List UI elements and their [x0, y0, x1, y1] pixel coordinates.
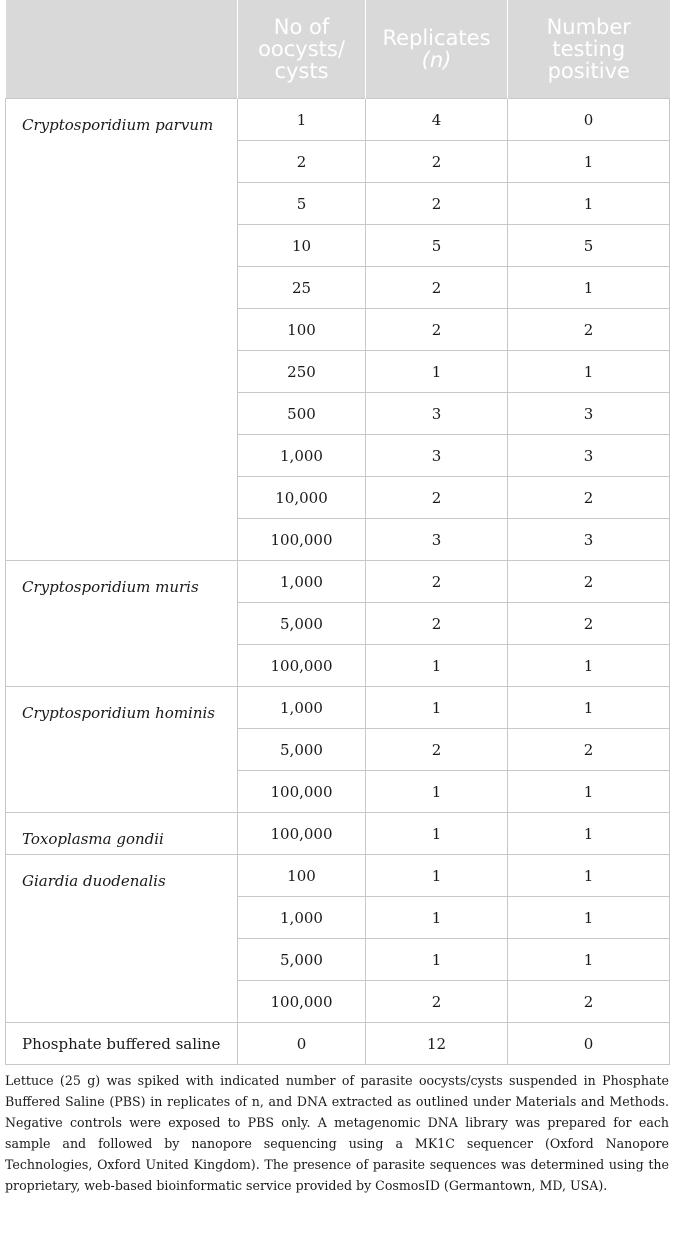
oocyst-count-cell: 100,000 [238, 771, 366, 813]
oocyst-count-cell: 1,000 [238, 687, 366, 729]
header-replicates [366, 0, 508, 99]
table-row [6, 687, 670, 729]
species-name-cell: Cryptosporidium muris [6, 561, 238, 687]
table-row [6, 813, 670, 855]
replicates-cell: 1 [366, 855, 508, 897]
header-number-of-oocysts [238, 0, 366, 99]
positive-count-cell: 1 [508, 141, 670, 183]
replicates-cell: 3 [366, 519, 508, 561]
header-line: (n) [421, 48, 452, 72]
positive-count-cell: 0 [508, 99, 670, 141]
header-species [6, 0, 238, 99]
positive-count-cell: 1 [508, 351, 670, 393]
header-line: testing [552, 37, 626, 61]
oocyst-count-cell: 10 [238, 225, 366, 267]
replicates-cell: 2 [366, 477, 508, 519]
positive-count-cell: 2 [508, 981, 670, 1023]
replicates-cell: 1 [366, 351, 508, 393]
oocyst-count-cell: 100,000 [238, 981, 366, 1023]
positive-count-cell: 2 [508, 603, 670, 645]
table-footnote: Lettuce (25 g) was spiked with indicated number of parasite oocysts/cysts suspended in Phosphate Buffered Saline (PBS) in replicates of n, and DNA extracted as outlined under Materials and Methods. Negative controls were exposed to PBS only. A metagenomic DNA library was prepared for each sample and followed by nanopore sequencing using a MK1C sequencer (Oxford Nanopore Technologies, Oxford United Kingdom). The presence of parasite sequences was determined using the proprietary, web-based bioinformatic service provided by CosmosID (Germantown, MD, USA). [5, 1073, 669, 1193]
table-body [6, 99, 670, 1065]
species-name-cell: Giardia duodenalis [6, 855, 238, 1023]
replicates-cell: 4 [366, 99, 508, 141]
replicates-cell: 5 [366, 225, 508, 267]
oocyst-count-cell: 25 [238, 267, 366, 309]
oocyst-count-cell: 1,000 [238, 561, 366, 603]
table-row [6, 99, 670, 141]
oocyst-count-cell: 1 [238, 99, 366, 141]
positive-count-cell: 1 [508, 813, 670, 855]
results-table [5, 0, 670, 1065]
replicates-cell: 2 [366, 603, 508, 645]
oocyst-count-cell: 5 [238, 183, 366, 225]
species-name-cell: Cryptosporidium hominis [6, 687, 238, 813]
replicates-cell: 3 [366, 435, 508, 477]
oocyst-count-cell: 1,000 [238, 897, 366, 939]
replicates-cell: 1 [366, 897, 508, 939]
header-number-testing-positive [508, 0, 670, 99]
positive-count-cell: 2 [508, 561, 670, 603]
header-line: cysts [274, 59, 329, 83]
replicates-cell: 2 [366, 183, 508, 225]
positive-count-cell: 3 [508, 519, 670, 561]
oocyst-count-cell: 5,000 [238, 939, 366, 981]
header-line: oocysts/ [258, 37, 345, 61]
document [5, 0, 669, 1196]
header-line: positive [547, 59, 630, 83]
replicates-cell: 1 [366, 813, 508, 855]
positive-count-cell: 1 [508, 855, 670, 897]
positive-count-cell: 2 [508, 309, 670, 351]
header-line: Replicates [382, 26, 491, 50]
positive-count-cell: 3 [508, 393, 670, 435]
positive-count-cell: 1 [508, 939, 670, 981]
positive-count-cell: 1 [508, 267, 670, 309]
replicates-cell: 2 [366, 309, 508, 351]
species-name-cell: Phosphate buffered saline [6, 1023, 238, 1065]
positive-count-cell: 2 [508, 477, 670, 519]
oocyst-count-cell: 500 [238, 393, 366, 435]
replicates-cell: 2 [366, 141, 508, 183]
oocyst-count-cell: 5,000 [238, 603, 366, 645]
replicates-cell: 2 [366, 981, 508, 1023]
header-line: No of [273, 15, 330, 39]
positive-count-cell: 3 [508, 435, 670, 477]
replicates-cell: 1 [366, 687, 508, 729]
positive-count-cell: 1 [508, 183, 670, 225]
replicates-cell: 2 [366, 729, 508, 771]
oocyst-count-cell: 1,000 [238, 435, 366, 477]
oocyst-count-cell: 100 [238, 309, 366, 351]
oocyst-count-cell: 2 [238, 141, 366, 183]
replicates-cell: 1 [366, 771, 508, 813]
positive-count-cell: 5 [508, 225, 670, 267]
oocyst-count-cell: 100 [238, 855, 366, 897]
replicates-cell: 2 [366, 267, 508, 309]
replicates-cell: 3 [366, 393, 508, 435]
header-line: Number [546, 15, 631, 39]
positive-count-cell: 2 [508, 729, 670, 771]
oocyst-count-cell: 250 [238, 351, 366, 393]
oocyst-count-cell: 0 [238, 1023, 366, 1065]
oocyst-count-cell: 100,000 [238, 813, 366, 855]
oocyst-count-cell: 10,000 [238, 477, 366, 519]
oocyst-count-cell: 5,000 [238, 729, 366, 771]
replicates-cell: 1 [366, 645, 508, 687]
positive-count-cell: 1 [508, 687, 670, 729]
positive-count-cell: 1 [508, 897, 670, 939]
table-header [6, 0, 670, 99]
positive-count-cell: 0 [508, 1023, 670, 1065]
species-name-cell: Toxoplasma gondii [6, 813, 238, 855]
species-name-cell: Cryptosporidium parvum [6, 99, 238, 561]
table-row [6, 855, 670, 897]
replicates-cell: 12 [366, 1023, 508, 1065]
table-row [6, 561, 670, 603]
positive-count-cell: 1 [508, 771, 670, 813]
replicates-cell: 1 [366, 939, 508, 981]
oocyst-count-cell: 100,000 [238, 645, 366, 687]
oocyst-count-cell: 100,000 [238, 519, 366, 561]
table-row [6, 1023, 670, 1065]
replicates-cell: 2 [366, 561, 508, 603]
positive-count-cell: 1 [508, 645, 670, 687]
